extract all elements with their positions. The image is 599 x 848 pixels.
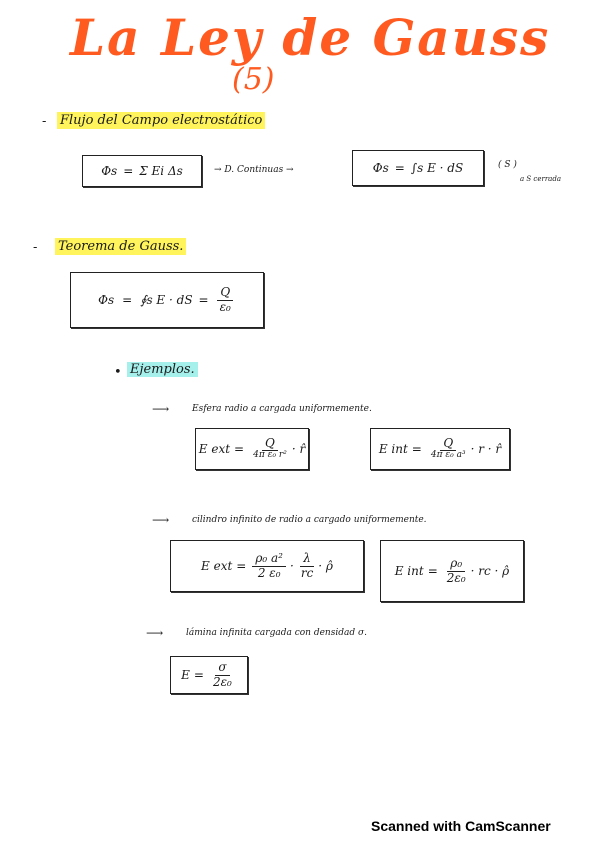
section-heading-ejemplos: Ejemplos.	[127, 362, 198, 377]
fraction: $\frac{\lambda}{rc}$	[300, 551, 314, 580]
equation-box-flux-integral: Φs = ∫s E · dS	[352, 150, 484, 186]
eq-rhs: ∫s E · dS	[410, 161, 464, 175]
equation-box-sphere-exterior: E ext = $\frac{Q}{\text{4π ε₀ r²}}$ · r̂	[195, 428, 309, 470]
eq-mid: ∮s E · dS	[140, 293, 193, 307]
eq-tail: · ρ̂	[318, 559, 333, 573]
fraction: $\frac{\text{ρ₀}}{\text{2ε₀}}$	[446, 556, 466, 585]
equation-box-gauss-theorem: Φs = ∮s E · dS = $\frac{Q}{\text{ε₀}}$	[70, 272, 264, 328]
eq-lhs: Φs	[101, 164, 118, 178]
eq-rhs: Σ Ei Δs	[139, 164, 183, 178]
eq-lhs: E ext	[201, 559, 233, 573]
eq-lhs: Φs	[98, 293, 115, 307]
fraction: $\frac{Q}{\text{4π ε₀ a³}}$	[430, 435, 466, 461]
eq-lhs: E ext	[198, 442, 231, 456]
arrow-icon: ⟶	[152, 513, 170, 527]
example-label-sheet: lámina infinita cargada con densidad σ.	[186, 628, 367, 638]
equation-box-sheet: E = $\frac{\sigma}{\text{2ε₀}}$	[170, 656, 248, 694]
side-note-sub: a S cerrada	[520, 175, 562, 183]
equation-box-cylinder-exterior: E ext = $\frac{\text{ρ₀ a²}}{\text{2 ε₀}}$ · $\frac{\lambda}{rc}$ · ρ̂	[170, 540, 364, 592]
fraction: $\frac{\text{ρ₀ a²}}{\text{2 ε₀}}$	[252, 552, 286, 579]
example-label-cylinder: cilindro infinito de radio a cargado uniformemente.	[192, 515, 427, 525]
equation-box-sphere-interior: E int = $\frac{Q}{\text{4π ε₀ a³}}$ · r · r̂	[370, 428, 510, 470]
eq-tail: · rc · ρ̂	[470, 564, 510, 578]
example-label-sphere: Esfera radio a cargada uniformemente.	[192, 404, 372, 414]
page-title: La Ley de Gauss	[70, 8, 551, 67]
fraction: $\frac{Q}{\text{ε₀}}$	[217, 286, 234, 313]
continuous-note: → D. Continuas →	[214, 165, 294, 175]
eq-lhs: E int	[378, 442, 408, 456]
fraction: $\frac{Q}{\text{4π ε₀ r²}}$	[253, 435, 287, 461]
eq-lhs: Φs	[372, 161, 389, 175]
eq-lhs: E int	[394, 564, 424, 578]
arrow-icon: ⟶	[146, 626, 164, 640]
bullet: -	[33, 240, 38, 255]
eq-lhs: E	[181, 668, 190, 682]
bullet: •	[114, 365, 122, 380]
equation-box-flux-discrete: Φs = Σ Ei Δs	[82, 155, 202, 187]
arrow-icon: ⟶	[152, 402, 170, 416]
scanner-watermark: Scanned with CamScanner	[371, 818, 551, 834]
section-heading-flujo: Flujo del Campo electrostático	[57, 112, 265, 129]
eq-tail: · r̂	[291, 442, 306, 456]
section-heading-teorema: Teorema de Gauss.	[55, 238, 186, 255]
side-note: ( S )	[498, 160, 517, 170]
bullet: -	[42, 114, 47, 129]
equation-box-cylinder-interior: E int = $\frac{\text{ρ₀}}{\text{2ε₀}}$ · rc · ρ̂	[380, 540, 524, 602]
fraction: $\frac{\sigma}{\text{2ε₀}}$	[212, 660, 232, 689]
eq-tail: · r · r̂	[470, 442, 502, 456]
page-subtitle: (5)	[232, 62, 275, 97]
